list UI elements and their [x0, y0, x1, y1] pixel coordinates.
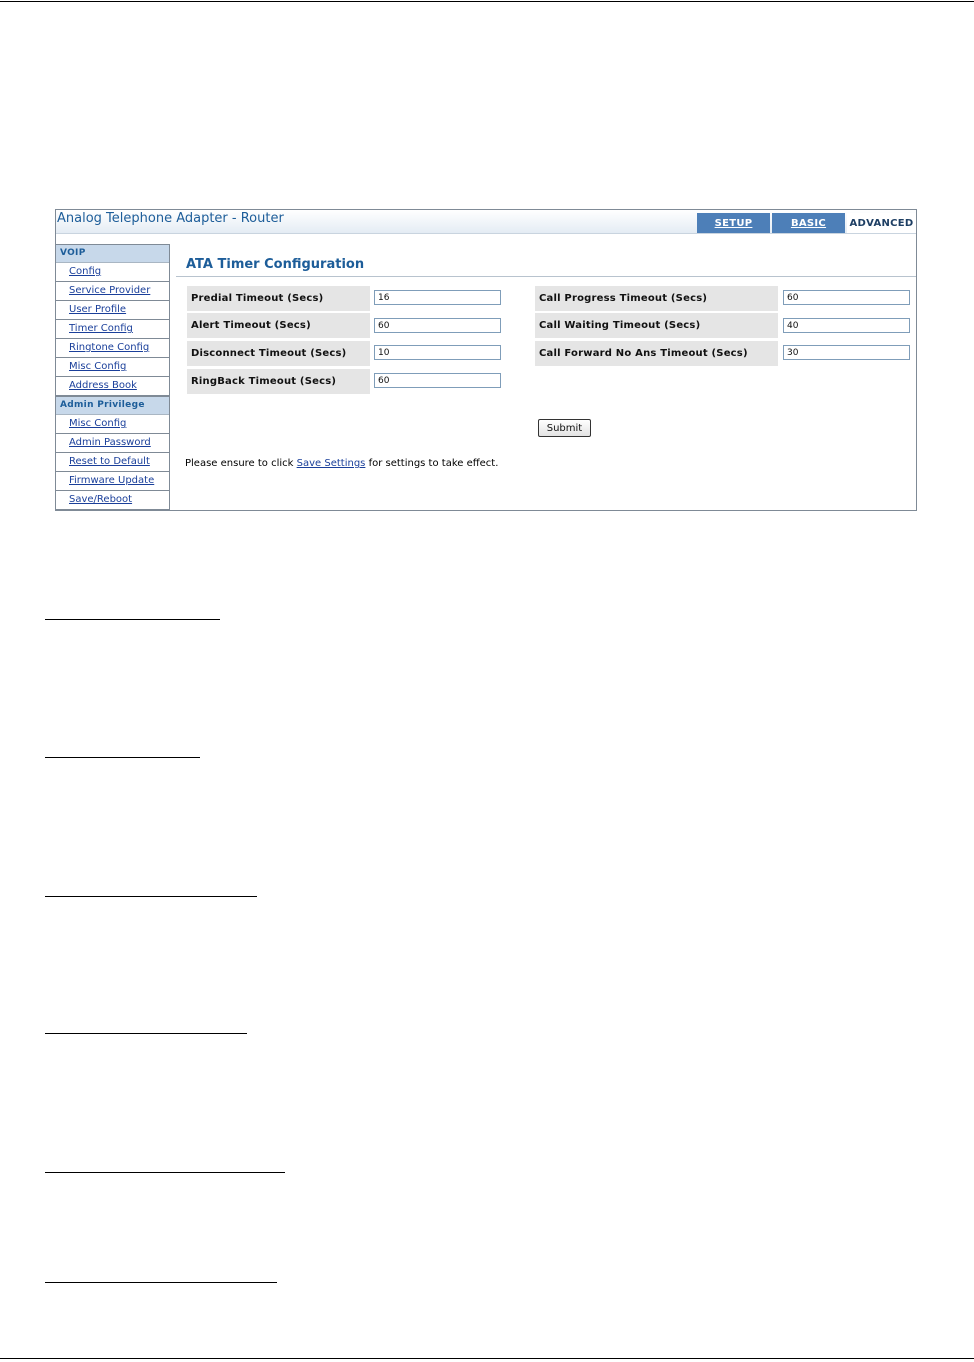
doc-heading-underline-6 — [45, 1282, 277, 1283]
sidebar-item-admin-misc-config[interactable]: Misc Config — [56, 415, 169, 434]
submit-button[interactable]: Submit — [538, 419, 591, 437]
sidebar — [56, 244, 170, 510]
page-title: ATA Timer Configuration — [186, 257, 365, 272]
alert-timeout-input[interactable] — [374, 318, 501, 333]
ringback-timeout-input[interactable] — [374, 373, 501, 388]
sidebar-item-service-provider[interactable]: Service Provider — [56, 282, 169, 301]
sidebar-section-voip: VOIP — [56, 244, 169, 263]
note-text-before: Please ensure to click — [185, 458, 297, 469]
call-progress-timeout-label: Call Progress Timeout (Secs) — [535, 286, 778, 311]
sidebar-item-config[interactable]: Config — [56, 263, 169, 282]
sidebar-item-user-profile[interactable]: User Profile — [56, 301, 169, 320]
disconnect-timeout-label: Disconnect Timeout (Secs) — [187, 341, 370, 366]
disconnect-timeout-input[interactable] — [374, 345, 501, 360]
sidebar-item-timer-config[interactable]: Timer Config — [56, 320, 169, 339]
doc-heading-underline-5 — [45, 1172, 285, 1173]
doc-heading-underline-2 — [45, 757, 200, 758]
doc-heading-underline-3 — [45, 896, 257, 897]
tab-advanced[interactable]: ADVANCED — [847, 213, 916, 233]
sidebar-item-admin-password[interactable]: Admin Password — [56, 434, 169, 453]
page-bottom-rule — [0, 1358, 974, 1359]
sidebar-item-save-reboot[interactable]: Save/Reboot — [56, 491, 169, 510]
call-progress-timeout-input[interactable] — [783, 290, 910, 305]
predial-timeout-input[interactable] — [374, 290, 501, 305]
save-settings-note — [185, 458, 498, 469]
sidebar-section-admin-privilege: Admin Privilege — [56, 396, 169, 415]
doc-heading-underline-4 — [45, 1033, 247, 1034]
app-title: Analog Telephone Adapter - Router — [57, 211, 284, 226]
sidebar-item-firmware-update[interactable]: Firmware Update — [56, 472, 169, 491]
save-settings-link[interactable]: Save Settings — [296, 458, 366, 469]
header-bar — [56, 210, 916, 234]
title-divider — [176, 276, 916, 277]
call-forward-no-ans-timeout-input[interactable] — [783, 345, 910, 360]
sidebar-item-reset-to-default[interactable]: Reset to Default — [56, 453, 169, 472]
call-waiting-timeout-input[interactable] — [783, 318, 910, 333]
predial-timeout-label: Predial Timeout (Secs) — [187, 286, 370, 311]
note-text-after: for settings to take effect. — [365, 458, 499, 469]
sidebar-item-ringtone-config[interactable]: Ringtone Config — [56, 339, 169, 358]
call-waiting-timeout-label: Call Waiting Timeout (Secs) — [535, 313, 778, 338]
tab-basic[interactable]: BASIC — [772, 213, 845, 233]
sidebar-item-misc-config[interactable]: Misc Config — [56, 358, 169, 377]
tab-setup[interactable]: SETUP — [697, 213, 770, 233]
ringback-timeout-label: RingBack Timeout (Secs) — [187, 369, 370, 394]
doc-heading-underline-1 — [45, 619, 220, 620]
sidebar-item-address-book[interactable]: Address Book — [56, 377, 169, 396]
alert-timeout-label: Alert Timeout (Secs) — [187, 313, 370, 338]
ata-web-ui-screenshot — [55, 209, 917, 511]
page-top-rule — [0, 1, 974, 2]
call-forward-no-ans-timeout-label: Call Forward No Ans Timeout (Secs) — [535, 341, 778, 366]
